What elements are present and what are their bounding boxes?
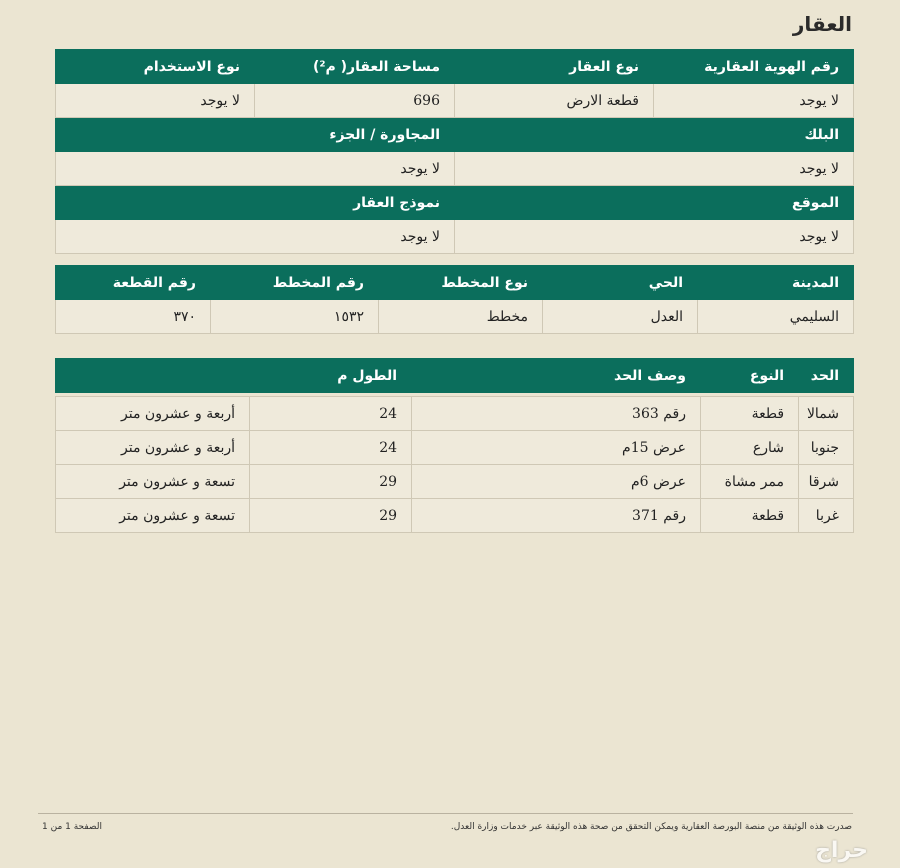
header-row-4: [56, 266, 854, 300]
value-property-id: لا يوجد: [654, 84, 854, 118]
boundaries-header-row: [56, 359, 854, 393]
header-city: المدينة: [698, 266, 854, 300]
footer-note: صدرت هذه الوثيقة من منصة البورصة العقارية ويمكن التحقق من صحة هذه الوثيقة عبر خدمات وزارة العدل.: [450, 822, 852, 832]
section-title: العقار: [792, 12, 852, 36]
header-neighborhood-part: المجاورة / الجزء: [56, 118, 455, 152]
header-usage-type: نوع الاستخدام: [56, 50, 255, 84]
value-property-area: 696: [255, 84, 455, 118]
cell-length: 29: [250, 465, 412, 499]
cell-length: 29: [250, 499, 412, 533]
header-plot-number: رقم القطعة: [56, 266, 211, 300]
header-row-2: [56, 118, 854, 152]
page-number: الصفحة 1 من 1: [42, 822, 102, 832]
header-plan-type: نوع المخطط: [379, 266, 543, 300]
footer-divider: [38, 813, 853, 814]
header-district: الحي: [543, 266, 698, 300]
table-row: [56, 465, 854, 499]
watermark-logo: حراج: [815, 838, 868, 863]
cell-length-words: تسعة و عشرون متر: [56, 465, 250, 499]
cell-description: عرض 15م: [412, 431, 701, 465]
header-block: البلك: [455, 118, 854, 152]
cell-side: جنوبا: [799, 431, 854, 465]
value-district: العدل: [543, 300, 698, 334]
header-property-id: رقم الهوية العقارية: [654, 50, 854, 84]
value-usage-type: لا يوجد: [56, 84, 255, 118]
header-plan-number: رقم المخطط: [211, 266, 379, 300]
header-length: الطول م: [56, 359, 412, 393]
cell-side: غربا: [799, 499, 854, 533]
header-description: وصف الحد: [412, 359, 701, 393]
value-row-4: [56, 300, 854, 334]
cell-type: قطعة: [701, 397, 799, 431]
cell-side: شرقا: [799, 465, 854, 499]
cell-description: رقم 363: [412, 397, 701, 431]
cell-length-words: أربعة و عشرون متر: [56, 431, 250, 465]
cell-length-words: أربعة و عشرون متر: [56, 397, 250, 431]
header-property-type: نوع العقار: [455, 50, 654, 84]
header-row-1: [56, 50, 854, 84]
value-location: لا يوجد: [455, 220, 854, 254]
value-city: السليمي: [698, 300, 854, 334]
header-row-3: [56, 186, 854, 220]
header-type: النوع: [701, 359, 799, 393]
header-side: الحد: [799, 359, 854, 393]
value-plan-type: مخطط: [379, 300, 543, 334]
cell-description: رقم 371: [412, 499, 701, 533]
header-property-area: مساحة العقار( م²): [255, 50, 455, 84]
value-row-3: [56, 220, 854, 254]
cell-length: 24: [250, 397, 412, 431]
table-row: [56, 499, 854, 533]
value-property-type: قطعة الارض: [455, 84, 654, 118]
cell-type: شارع: [701, 431, 799, 465]
value-plot-number: ٣٧٠: [56, 300, 211, 334]
table-row: [56, 397, 854, 431]
value-property-model: لا يوجد: [56, 220, 455, 254]
value-row-1: [56, 84, 854, 118]
value-row-2: [56, 152, 854, 186]
cell-side: شمالا: [799, 397, 854, 431]
property-info-table: [55, 49, 854, 254]
cell-length: 24: [250, 431, 412, 465]
value-plan-number: ١٥٣٢: [211, 300, 379, 334]
value-block: لا يوجد: [455, 152, 854, 186]
value-neighborhood-part: لا يوجد: [56, 152, 455, 186]
cell-type: ممر مشاة: [701, 465, 799, 499]
cell-length-words: تسعة و عشرون متر: [56, 499, 250, 533]
header-location: الموقع: [455, 186, 854, 220]
location-table: [55, 265, 854, 334]
table-row: [56, 431, 854, 465]
boundaries-table: [55, 358, 854, 533]
cell-description: عرض 6م: [412, 465, 701, 499]
header-property-model: نموذج العقار: [56, 186, 455, 220]
cell-type: قطعة: [701, 499, 799, 533]
